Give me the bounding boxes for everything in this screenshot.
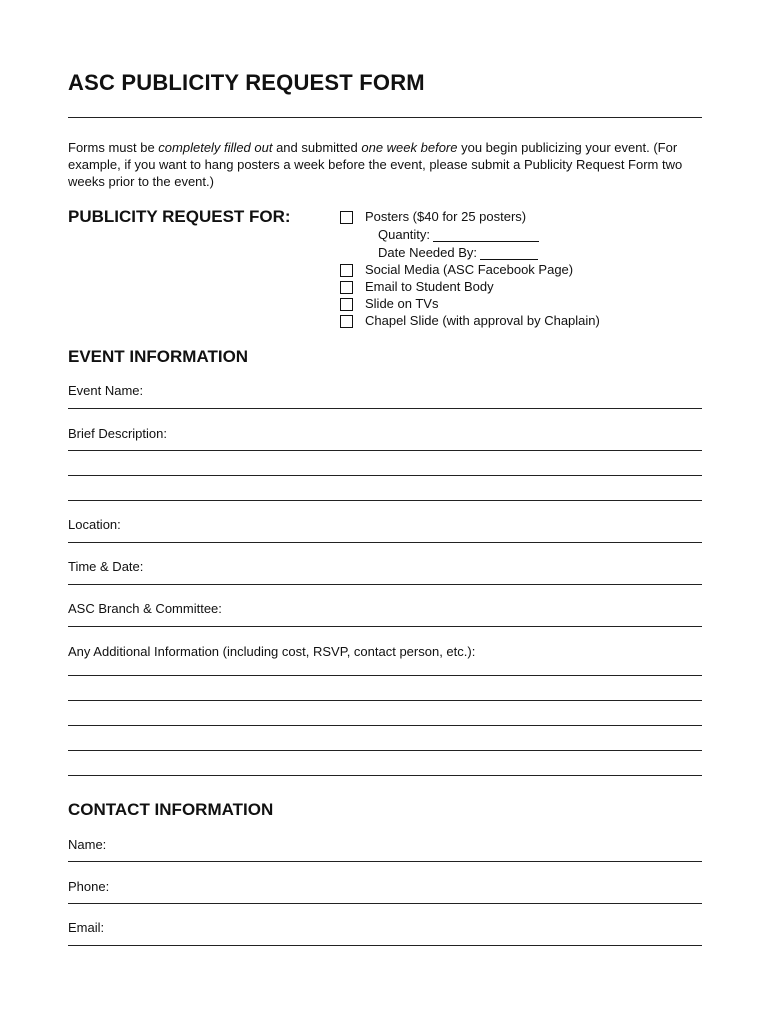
posters-label: Posters ($40 for 25 posters) xyxy=(365,209,527,224)
contact-name-line[interactable] xyxy=(68,861,702,862)
title-divider xyxy=(68,117,702,118)
location-line[interactable] xyxy=(68,542,702,543)
publicity-request-heading: PUBLICITY REQUEST FOR: xyxy=(68,207,291,226)
option-slide-tvs[interactable] xyxy=(338,296,698,313)
description-line-1[interactable] xyxy=(68,450,702,451)
branch-committee-label: ASC Branch & Committee: xyxy=(68,601,222,616)
description-line-3[interactable] xyxy=(68,500,702,501)
date-needed-field[interactable] xyxy=(480,247,538,260)
contact-phone-line[interactable] xyxy=(68,903,702,904)
option-chapel-slide[interactable] xyxy=(338,313,698,330)
quantity-field[interactable] xyxy=(433,229,539,242)
form-instructions xyxy=(68,139,708,190)
form-title: ASC PUBLICITY REQUEST FORM xyxy=(68,70,425,95)
additional-info-line-1[interactable] xyxy=(68,675,702,676)
social-media-label: Social Media (ASC Facebook Page) xyxy=(365,262,574,277)
chapel-slide-label: Chapel Slide (with approval by Chaplain) xyxy=(365,313,600,328)
time-date-line[interactable] xyxy=(68,584,702,585)
description-line-2[interactable] xyxy=(68,475,702,476)
additional-info-line-5[interactable] xyxy=(68,775,702,776)
brief-description-label: Brief Description: xyxy=(68,426,167,441)
email-label: Email to Student Body xyxy=(365,279,494,294)
option-posters[interactable] xyxy=(338,209,698,226)
option-social-media[interactable] xyxy=(338,262,698,279)
contact-name-label: Name: xyxy=(68,837,107,852)
email-checkbox[interactable] xyxy=(340,281,353,294)
event-name-line[interactable] xyxy=(68,408,702,409)
time-date-label: Time & Date: xyxy=(68,559,144,574)
quantity-label: Quantity: xyxy=(378,227,431,242)
contact-information-heading: CONTACT INFORMATION xyxy=(68,800,274,819)
additional-info-label: Any Additional Information (including cost, RSVP, contact person, etc.): xyxy=(68,644,476,659)
additional-info-line-2[interactable] xyxy=(68,700,702,701)
quantity-row xyxy=(378,227,539,242)
contact-email-label: Email: xyxy=(68,920,105,935)
contact-phone-label: Phone: xyxy=(68,879,110,894)
social-media-checkbox[interactable] xyxy=(340,264,353,277)
location-label: Location: xyxy=(68,517,121,532)
instructions-emphasis-1: completely filled out xyxy=(158,140,273,155)
option-email[interactable] xyxy=(338,279,698,296)
event-information-heading: EVENT INFORMATION xyxy=(68,347,249,366)
instructions-text-1: Forms must be xyxy=(68,140,159,155)
slide-tvs-checkbox[interactable] xyxy=(340,298,353,311)
slide-tvs-label: Slide on TVs xyxy=(365,296,439,311)
event-name-label: Event Name: xyxy=(68,383,144,398)
chapel-slide-checkbox[interactable] xyxy=(340,315,353,328)
posters-checkbox[interactable] xyxy=(340,211,353,224)
contact-email-line[interactable] xyxy=(68,945,702,946)
additional-info-line-4[interactable] xyxy=(68,750,702,751)
instructions-text-2: and submitted xyxy=(272,140,362,155)
instructions-text-3: you begin publicizing your event. (For example, if you want to hang posters a week before the event, please submit a Publicity Request Form two weeks prior to the event.) xyxy=(68,140,683,189)
date-needed-label: Date Needed By: xyxy=(378,245,478,260)
branch-committee-line[interactable] xyxy=(68,626,702,627)
date-needed-row xyxy=(378,245,538,260)
instructions-emphasis-2: one week before xyxy=(361,140,458,155)
additional-info-line-3[interactable] xyxy=(68,725,702,726)
